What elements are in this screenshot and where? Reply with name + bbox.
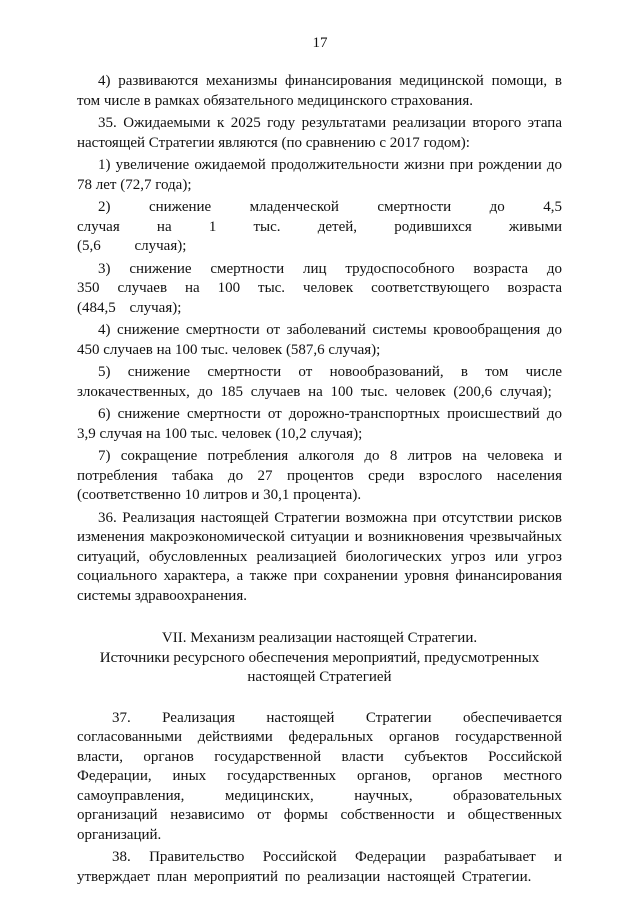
paragraph-35-item-4: 4) снижение смертности от заболеваний системы кровообращения до 450 случаев на 100 тыс. человек (587,6 случая); <box>77 322 562 358</box>
paragraph-item-4: 4) развиваются механизмы финансирования медицинской помощи, в том числе в рамках обязательного медицинского страхования. <box>77 73 562 109</box>
paragraph-35-item-2: 2) снижение младенческой смертности до 4,5 случая на 1 тыс. детей, родившихся живыми (5,6 случая); <box>77 199 562 254</box>
paragraph-35-item-6: 6) снижение смертности от дорожно-транспортных происшествий до 3,9 случая на 100 тыс. человек (10,2 случая); <box>77 406 562 442</box>
paragraph-35-item-1: 1) увеличение ожидаемой продолжительности жизни при рождении до 78 лет (72,7 года); <box>77 157 562 193</box>
section-heading-line-2: Источники ресурсного обеспечения мероприятий, предусмотренных <box>99 649 540 666</box>
section-heading <box>77 629 562 688</box>
document-body <box>77 72 562 887</box>
paragraph-37: 37. Реализация настоящей Стратегии обеспечивается согласованными действиями федеральных органов государственной власти, органов государственной власти субъектов Российской Федерации, иных государственных органов, органов местного самоуправления, медицинских, научных, образовательных организаций независимо от формы собственности и общественных организаций. <box>77 709 562 843</box>
paragraph-35: 35. Ожидаемыми к 2025 году результатами реализации второго этапа настоящей Стратегии являются (по сравнению с 2017 годом): <box>77 115 562 151</box>
paragraph-35-item-5: 5) снижение смертности от новообразований, в том числе злокачественных, до 185 случаев на 100 тыс. человек (200,6 случая); <box>77 364 562 400</box>
section-heading-line-1: VII. Механизм реализации настоящей Стратегии. <box>161 630 478 646</box>
page-number: 17 <box>312 35 328 51</box>
paragraph-35-item-3: 3) снижение смертности лиц трудоспособного возраста до 350 случаев на 100 тыс. человек соответствующего возраста (484,5 случая); <box>77 260 562 316</box>
paragraph-35-item-7: 7) сокращение потребления алкоголя до 8 литров на человека и потребления табака до 27 процентов среди взрослого населения (соответственно 10 литров и 30,1 процента). <box>77 448 562 503</box>
paragraph-36: 36. Реализация настоящей Стратегии возможна при отсутствии рисков изменения макроэкономической ситуации и возникновения чрезвычайных ситуаций, обусловленных реализацией биологических угроз или угроз социального характера, а также при сохранении уровня финансирования системы здравоохранения. <box>77 509 562 604</box>
section-heading-line-3: настоящей Стратегией <box>247 669 392 685</box>
paragraph-38: 38. Правительство Российской Федерации разрабатывает и утверждает план мероприятий по реализации настоящей Стратегии. <box>77 849 562 885</box>
